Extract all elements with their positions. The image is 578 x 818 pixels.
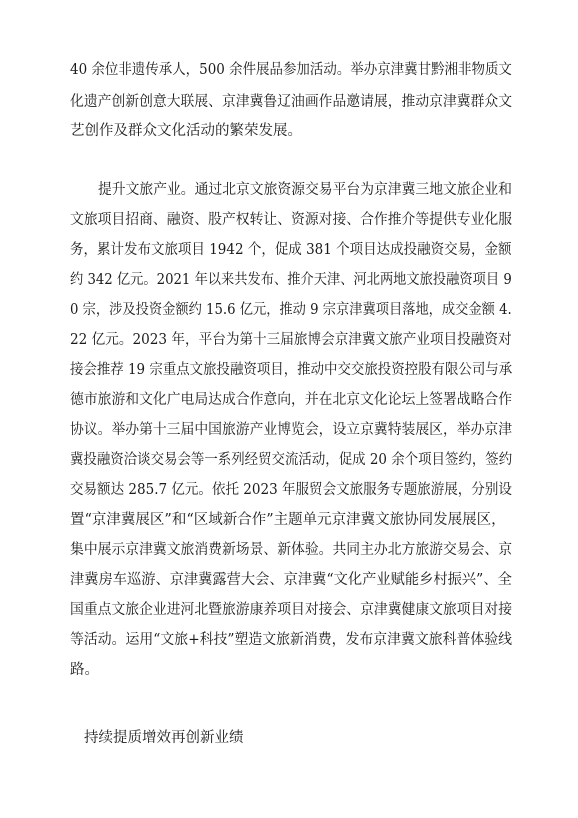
paragraph-1-line: 化遗产创新创意大联展、京津冀鲁辽油画作品邀请展，推动京津冀群众文: [70, 94, 513, 110]
paragraph-2-line: 协议。举办第十三届中国旅游产业博览会，设立京冀特装展区，举办京津: [70, 422, 513, 438]
paragraph-2-line: 22 亿元。2023 年，平台为第十三届旅博会京津冀文旅产业项目投融资对: [70, 332, 512, 348]
paragraph-2-line: 集中展示京津冀文旅消费新场景、新体验。共同主办北方旅游交易会、京: [70, 542, 513, 558]
paragraph-2-line: 交易额达 285.7 亿元。依托 2023 年服贸会文旅服务专题旅游展，分别设: [70, 482, 512, 498]
paragraph-2-line: 提升文旅产业。通过北京文旅资源交易平台为京津冀三地文旅企业和: [98, 182, 512, 198]
paragraph-2-line: 冀投融资洽谈交易会等一系列经贸交流活动，促成 20 余个项目签约，签约: [70, 452, 513, 468]
paragraph-2-line: 接会推荐 19 宗重点文旅投融资项目，推动中交交旅投资控股有限公司与承: [70, 362, 513, 378]
paragraph-1-line: 40 余位非遗传承人，500 余件展品参加活动。举办京津冀甘黔湘非物质文: [70, 62, 512, 78]
paragraph-2-line: 0 宗，涉及投资金额约 15.6 亿元，推动 9 宗京津冀项目落地，成交金额 4.: [70, 302, 512, 318]
paragraph-2-line: 津冀房车巡游、京津冀露营大会、京津冀“文化产业赋能乡村振兴”、全: [70, 572, 512, 588]
paragraph-2-line: 国重点文旅企业进河北暨旅游康养项目对接会、京津冀健康文旅项目对接: [70, 602, 513, 618]
paragraph-1-line: 艺创作及群众文化活动的繁荣发展。: [70, 123, 302, 139]
paragraph-2-line: 等活动。运用“文旅+科技”塑造文旅新消费，发布京津冀文旅科普体验线: [70, 632, 512, 648]
paragraph-2-line: 约 342 亿元。2021 年以来共发布、推介天津、河北两地文旅投融资项目 9: [70, 272, 512, 288]
paragraph-2-line: 文旅项目招商、融资、股产权转让、资源对接、合作推介等提供专业化服: [70, 212, 513, 228]
paragraph-2-line: 德市旅游和文化广电局达成合作意向，并在北京文化论坛上签署战略合作: [70, 392, 513, 408]
paragraph-2-line: 务，累计发布文旅项目 1942 个，促成 381 个项目达成投融资交易，金额: [70, 242, 512, 258]
paragraph-2-line: 置“京津冀展区”和“区域新合作”主题单元京津冀文旅协同发展展区，: [70, 512, 506, 528]
paragraph-2-line: 路。: [70, 662, 99, 678]
section-heading: 持续提质增效再创新业绩: [84, 730, 244, 746]
